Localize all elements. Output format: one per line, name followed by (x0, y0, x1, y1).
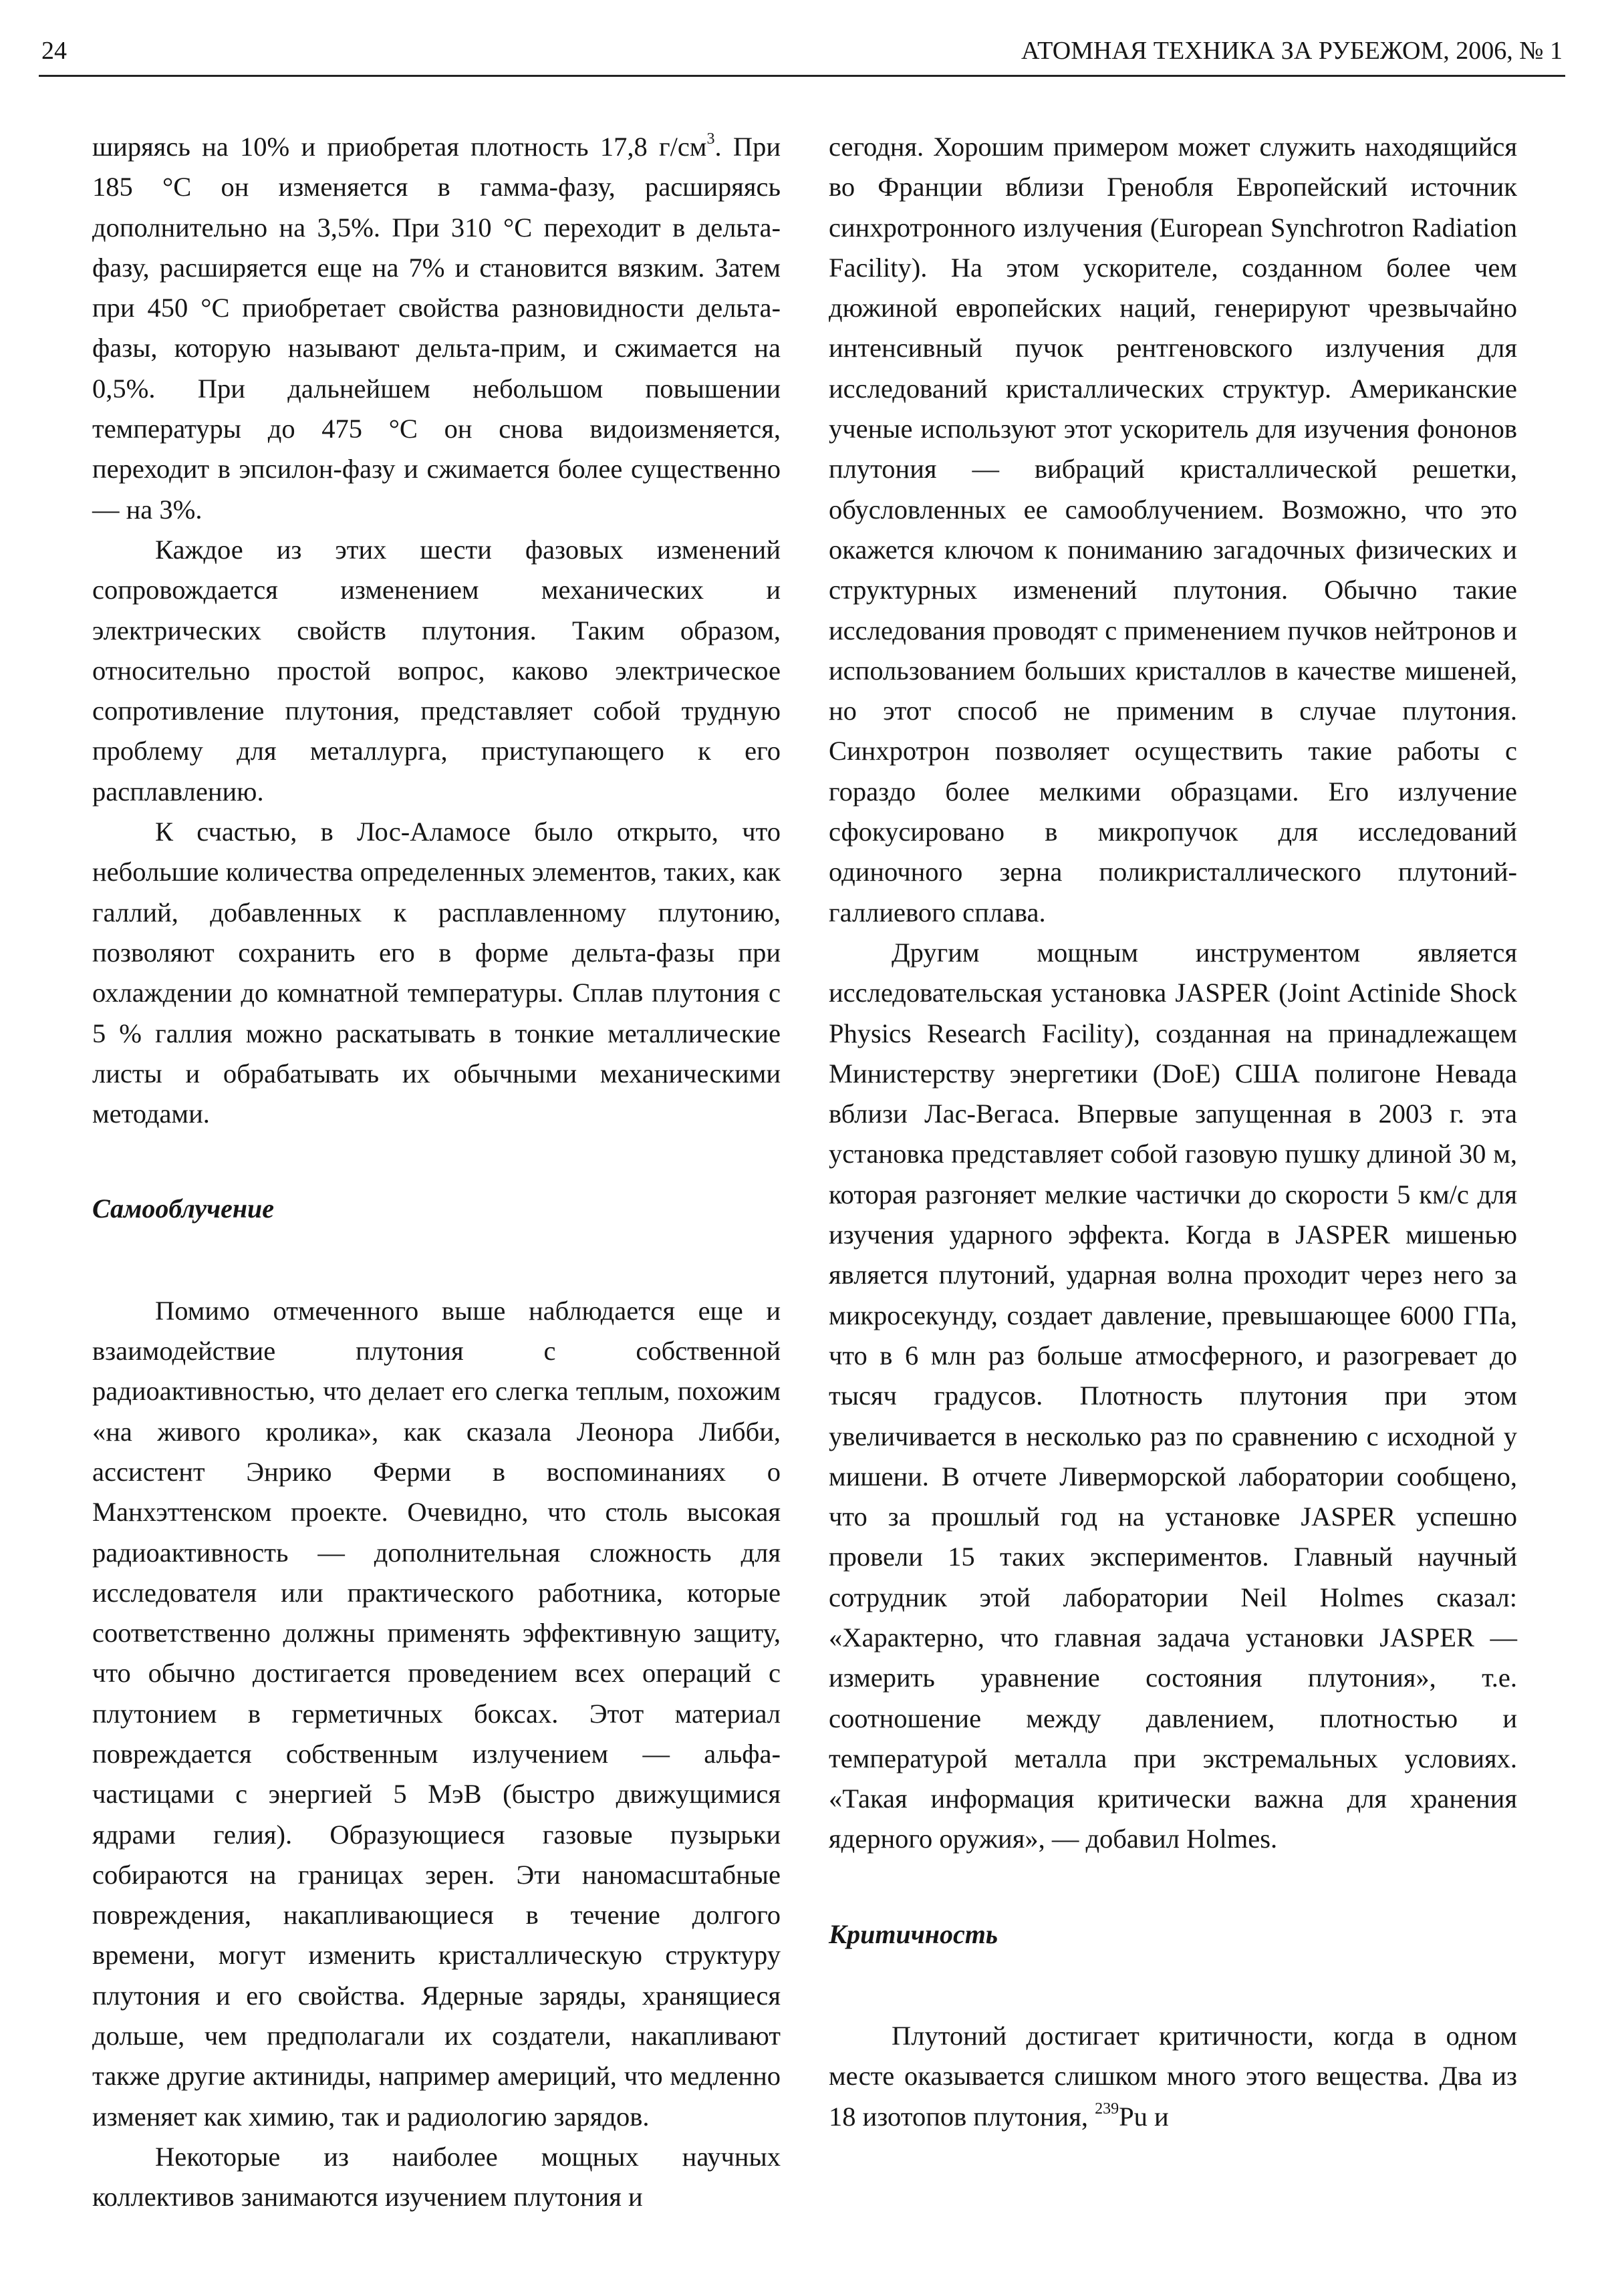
section-heading-criticality: Критичность (829, 1918, 998, 1949)
page-number: 24 (41, 37, 67, 65)
page-header (39, 27, 1565, 77)
paragraph-text: Pu и (1119, 2101, 1169, 2132)
paragraph: Каждое из этих шести фазовых изменений сопровождается изменением механических и электрических свойств плутония. Таким образом, относительно простой вопрос, каково электрическое сопротивление плутония, представляет собой трудную проблему для металлурга, приступающего к его расплавлению. (92, 534, 781, 807)
paragraph-text: Плутоний достигает критичности, когда в одном месте оказывается слишком много этого вещества. Два из 18 изотопов плутония, (829, 2021, 1517, 2132)
paragraph: К счастью, в Лос-Аламосе было открыто, что небольшие количества определенных элементов, таких, как галлий, добавленных к расплавленному плутонию, позволяют сохранить его в форме дельта-фазы при охлаждении до комнатной температуры. Сплав плутония с 5 % галлия можно раскатывать в тонкие металлические листы и обрабатывать их обычными механическими методами. (92, 817, 781, 1129)
section-heading-self-irradiation: Самооблучение (92, 1193, 275, 1224)
paragraph: Помимо отмеченного выше наблюдается еще и взаимодействие плутония с собственной радиоактивностью, что делает его слегка теплым, похожим «на живого кролика», как сказала Леонора Либби, ассистент Энрико Ферми в воспоминаниях о Манхэттенском проекте. Очевидно, что столь высокая радиоактивность — дополнительная сложность для исследователя или практического работника, которые соответственно должны применять эффективную защиту, что обычно достигается проведением всех операций с плутонием в герметичных боксах. Этот материал повреждается собственным излучением — альфа-частицами с энергией 5 МэВ (быстро движущимися ядрами гелия). Образующиеся газовые пузырьки собираются на границах зерен. Эти наномасштабные повреждения, накапливающиеся в течение долгого времени, могут изменить кристаллическую структуру плутония и его свойства. Ядерные заряды, хранящиеся дольше, чем предполагали их создатели, накапливают также другие актиниды, например америций, что медленно изменяет как химию, так и радиологию зарядов. (92, 1295, 781, 2132)
superscript: 239 (1095, 2100, 1119, 2118)
right-column (829, 127, 1517, 2137)
paragraph: сегодня. Хорошим примером может служить находящийся во Франции вблизи Гренобля Европейский источник синхротронного излучения (European Synchrotron Radiation Facility). На этом ускорителе, созданном более чем дюжиной европейских наций, генерируют чрезвычайно интенсивный пучок рентгеновского излучения для исследований кристаллических структур. Американские ученые используют этот ускоритель для изучения фононов плутония — вибраций кристаллической решетки, обусловленных ее самооблучением. Возможно, что это окажется ключом к пониманию загадочных физических и структурных изменений плутония. Обычно такие исследования проводят с применением пучков нейтронов и использованием больших кристаллов в качестве мишеней, но этот способ не применим в случае плутония. Синхротрон позволяет осуществить такие работы с гораздо более мелкими образцами. Его излучение сфокусировано в микропучок для исследований одиночного зерна поликристаллического плутоний-галлиевого сплава. (829, 132, 1517, 927)
superscript: 3 (706, 130, 715, 148)
paragraph (92, 127, 781, 530)
paragraph: Некоторые из наиболее мощных научных коллективов занимаются изучением плутония и (92, 2141, 781, 2212)
journal-title: АТОМНАЯ ТЕХНИКА ЗА РУБЕЖОМ, 2006, № 1 (1021, 37, 1563, 65)
paragraph-text: . При 185 °С он изменяется в гамма-фазу, расширяясь дополнительно на 3,5%. При 310 °С переходит в дельта-фазу, расширяется еще на 7% и становится вязким. Затем при 450 °С приобретает свойства разновидности дельта-фазы, которую называют дельта-прим, и сжимается на 0,5%. При дальнейшем небольшом повышении температуры до 475 °С он снова видоизменяется, переходит в эпсилон-фазу и сжимается более существенно — на 3%. (92, 132, 781, 525)
left-column (92, 127, 781, 2218)
paragraph (829, 2016, 1517, 2137)
paragraph-text: ширяясь на 10% и приобретая плотность 17,8 г/см (92, 132, 707, 162)
paragraph: Другим мощным инструментом является исследовательская установка JASPER (Joint Actinide Shock Physics Research Facility), созданная на принадлежащем Министерству энергетики (DoE) США полигоне Невада вблизи Лас-Вегаса. Впервые запущенная в 2003 г. эта установка представляет собой газовую пушку длиной 30 м, которая разгоняет мелкие частички до скорости 5 км/с для изучения ударного эффекта. Когда в JASPER мишенью является плутоний, ударная волна проходит через него за микросекунду, создает давление, превышающее 6000 ГПа, что в 6 млн раз больше атмосферного, и разогревает до тысяч градусов. Плотность плутония при этом увеличивается в несколько раз по сравнению с исходной у мишени. В отчете Ливерморской лаборатории сообщено, что за прошлый год на установке JASPER успешно провели 15 таких экспериментов. Главный научный сотрудник этой лаборатории Neil Holmes сказал: «Характерно, что главная задача установки JASPER — измерить уравнение состояния плутония», т.е. соотношение между давлением, плотностью и температурой металла при экстремальных условиях. «Такая информация критически важна для хранения ядерного оружия», — добавил Holmes. (829, 937, 1517, 1854)
